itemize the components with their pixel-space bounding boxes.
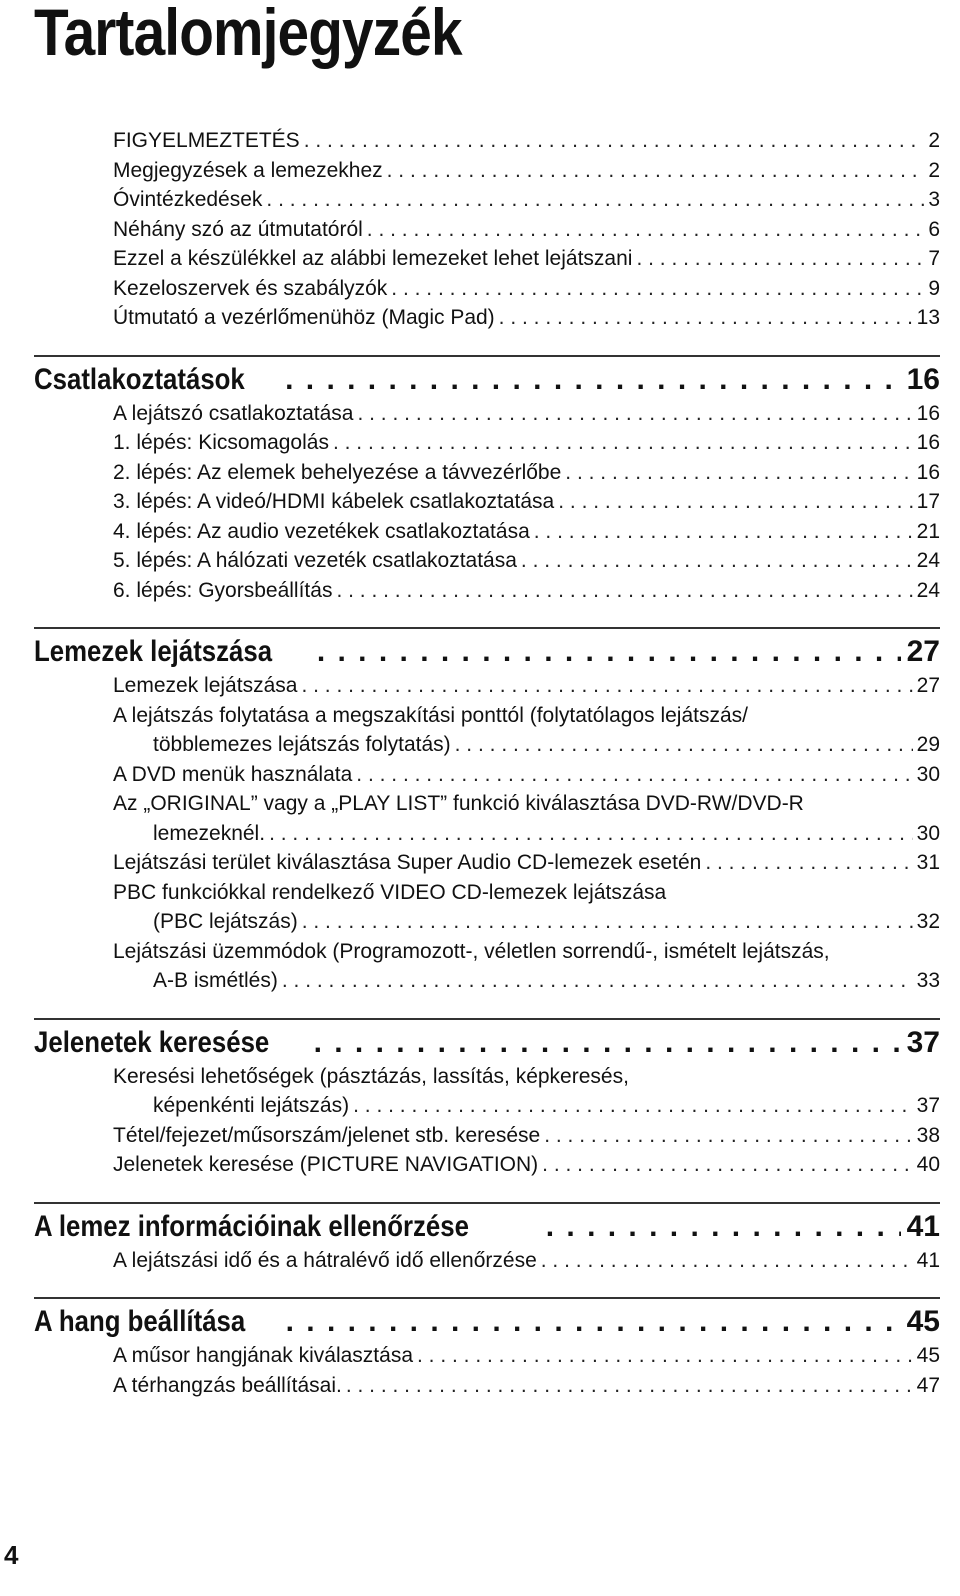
toc-entry-title: lemezeknél.: [153, 821, 266, 845]
toc-entry[interactable]: [113, 1121, 940, 1151]
dot-leader: [544, 1121, 912, 1151]
toc-entry[interactable]: [113, 848, 940, 878]
toc-entry-page: 41: [916, 1248, 940, 1272]
toc-entry[interactable]: [113, 517, 940, 547]
toc-entry-title: A lejátszó csatlakoztatása: [113, 401, 354, 425]
page-number: 4: [4, 1540, 19, 1570]
toc-entry-title: Kezeloszervek és szabályzók: [113, 276, 388, 300]
toc-entry-page: 9: [928, 276, 940, 300]
toc-entry-text: Az „ORIGINAL” vagy a „PLAY LIST” funkció kiválasztása DVD-RW/DVD-R: [113, 792, 804, 815]
toc-entry-page: 16: [916, 460, 940, 484]
toc-entry-page: 31: [916, 851, 940, 874]
toc-entry[interactable]: [113, 576, 940, 606]
toc-entry-title: 6. lépés: Gyorsbeállítás: [113, 578, 333, 602]
toc-entry-page: 40: [916, 1153, 940, 1176]
dot-leader: [285, 361, 901, 399]
dot-leader: [565, 458, 912, 488]
toc-entry[interactable]: [113, 760, 940, 790]
toc-entry-page: 21: [916, 519, 940, 543]
dot-leader: [391, 274, 924, 304]
toc-entry[interactable]: [113, 1371, 940, 1401]
toc-entry[interactable]: [113, 428, 940, 458]
toc-entry[interactable]: [113, 244, 940, 274]
dot-leader: [455, 730, 913, 760]
dot-leader: [546, 1208, 901, 1246]
section-gap: [0, 1180, 960, 1202]
toc-entry-title: Lejátszási terület kiválasztása Super Audio CD-lemezek esetén: [113, 851, 702, 874]
toc-entry-page: 24: [916, 578, 940, 602]
toc-entry-title: Óvintézkedések: [113, 188, 263, 211]
dot-leader: [636, 244, 924, 274]
toc-entry-page: 29: [916, 733, 940, 756]
toc-entry[interactable]: [113, 1341, 940, 1371]
dot-leader: [356, 760, 912, 790]
dot-leader: [367, 215, 925, 245]
toc-entry[interactable]: [113, 399, 940, 429]
dot-leader: [387, 156, 925, 186]
toc-entry-page: 7: [928, 247, 940, 270]
toc-entry[interactable]: [153, 966, 940, 996]
dot-leader: [558, 487, 912, 517]
dot-leader: [282, 966, 913, 996]
toc-entry-page: 30: [916, 762, 940, 786]
section-page: 45: [906, 1305, 940, 1338]
section-heading[interactable]: [34, 355, 940, 399]
toc-entry-title: Jelenetek keresése (PICTURE NAVIGATION): [113, 1153, 539, 1176]
toc-entry-page: 30: [916, 821, 940, 845]
section-heading[interactable]: [34, 1018, 940, 1062]
section-heading[interactable]: [34, 627, 940, 671]
toc-entry-title: 3. lépés: A videó/HDMI kábelek csatlakoztatása: [113, 490, 555, 513]
toc-entry-page: 27: [916, 674, 940, 697]
section-title: Lemezek lejátszása: [34, 635, 273, 668]
toc-entry-title: Ezzel a készülékkel az alábbi lemezeket lehet lejátszani: [113, 247, 633, 270]
toc-entry-title: többlemezes lejátszás folytatás): [153, 733, 451, 756]
toc-entry[interactable]: [113, 156, 940, 186]
section-page: 16: [906, 362, 940, 396]
dot-leader: [336, 576, 912, 606]
toc-entry-title: Megjegyzések a lemezekhez: [113, 158, 383, 182]
toc-entry-title: képenkénti lejátszás): [153, 1094, 350, 1117]
dot-leader: [301, 671, 912, 701]
toc-entry[interactable]: [113, 487, 940, 517]
dot-leader: [534, 517, 913, 547]
section-page: 41: [906, 1209, 940, 1243]
dot-leader: [542, 1150, 912, 1180]
toc-entry-page: 2: [928, 158, 940, 182]
dot-leader: [353, 1091, 913, 1121]
section-gap: [0, 333, 960, 355]
toc-entry[interactable]: [113, 458, 940, 488]
dot-leader: [541, 1246, 913, 1276]
dot-leader: [333, 428, 913, 458]
toc-entry-page: 3: [928, 188, 940, 211]
toc-entry-page: 16: [916, 401, 940, 425]
section-page: 37: [906, 1025, 940, 1059]
toc-entry[interactable]: [113, 215, 940, 245]
dot-leader: [346, 1371, 913, 1401]
toc-entry-page: 6: [928, 217, 940, 241]
toc-entry[interactable]: [153, 907, 940, 937]
toc-entry-title: A térhangzás beállításai.: [113, 1373, 342, 1397]
toc-entry-page: 45: [916, 1344, 940, 1367]
toc-entry-title: 2. lépés: Az elemek behelyezése a távvezérlőbe: [113, 460, 562, 484]
toc-entry-title: A-B ismétlés): [153, 969, 278, 992]
dot-leader: [499, 303, 913, 333]
toc-entry[interactable]: [113, 1246, 940, 1276]
toc-entry[interactable]: [153, 819, 940, 849]
section-title: Csatlakoztatások: [34, 362, 245, 396]
section-title: A hang beállítása: [34, 1305, 246, 1338]
dot-leader: [314, 1024, 901, 1062]
toc-entry-title: Útmutató a vezérlőmenühöz (Magic Pad): [113, 306, 495, 329]
toc-entry-page: 47: [916, 1373, 940, 1397]
toc-entry[interactable]: [113, 274, 940, 304]
toc-entry-page: 13: [916, 306, 940, 329]
dot-leader: [417, 1341, 913, 1371]
toc-entry[interactable]: [153, 730, 940, 760]
toc-entry-page: 16: [916, 431, 940, 454]
section-heading[interactable]: [34, 1202, 940, 1246]
toc-entry[interactable]: [113, 303, 940, 333]
toc-entry[interactable]: [113, 671, 940, 701]
toc-entry-text: A lejátszás folytatása a megszakítási ponttól (folytatólagos lejátszás/: [113, 703, 748, 727]
section-title: A lemez információinak ellenőrzése: [34, 1209, 469, 1243]
toc-entry[interactable]: [113, 1150, 940, 1180]
toc-entry-title: Tétel/fejezet/műsorszám/jelenet stb. keresése: [113, 1123, 541, 1147]
toc-entry-page: 17: [916, 490, 940, 513]
dot-leader: [266, 185, 924, 215]
toc-entry-page: 37: [916, 1094, 940, 1117]
table-of-contents: [0, 126, 960, 1400]
toc-entry-text: Keresési lehetőségek (pásztázás, lassítás, képkeresés,: [113, 1064, 629, 1088]
toc-entry-text: PBC funkciókkal rendelkező VIDEO CD-lemezek lejátszása: [113, 880, 667, 904]
section-heading[interactable]: [34, 1297, 940, 1341]
toc-entry-title: 5. lépés: A hálózati vezeték csatlakoztatása: [113, 549, 517, 572]
dot-leader: [286, 1303, 901, 1341]
toc-entry-title: FIGYELMEZTETÉS: [113, 129, 300, 152]
toc-entry[interactable]: [113, 126, 940, 156]
page-title: Tartalomjegyzék: [34, 0, 462, 69]
dot-leader: [304, 126, 925, 156]
toc-entry-title: A DVD menük használata: [113, 762, 353, 786]
dot-leader: [302, 907, 913, 937]
toc-entry-page: 38: [916, 1123, 940, 1147]
toc-entry-page: 24: [916, 549, 940, 572]
dot-leader: [317, 633, 901, 671]
toc-entry-title: Néhány szó az útmutatóról: [113, 217, 363, 241]
toc-entry[interactable]: [153, 1091, 940, 1121]
toc-entry-title: A műsor hangjának kiválasztása: [113, 1344, 413, 1367]
toc-entry-title: 4. lépés: Az audio vezetékek csatlakoztatása: [113, 519, 530, 543]
toc-entry-title: (PBC lejátszás): [153, 910, 298, 933]
toc-entry-title: 1. lépés: Kicsomagolás: [113, 431, 329, 454]
dot-leader: [269, 819, 913, 849]
toc-entry-page: 32: [916, 910, 940, 933]
toc-entry-text: Lejátszási üzemmódok (Programozott-, véletlen sorrendű-, ismételt lejátszás,: [113, 939, 830, 963]
section-page: 27: [906, 635, 940, 668]
section-gap: [0, 605, 960, 627]
toc-entry-title: A lejátszási idő és a hátralévő idő ellenőrzése: [113, 1248, 537, 1272]
toc-entry[interactable]: [113, 546, 940, 576]
dot-leader: [705, 848, 912, 878]
toc-entry-page: 33: [916, 969, 940, 992]
toc-entry[interactable]: [113, 185, 940, 215]
section-gap: [0, 996, 960, 1018]
section-title: Jelenetek keresése: [34, 1025, 270, 1059]
section-gap: [0, 1275, 960, 1297]
toc-entry-page: 2: [928, 129, 940, 152]
toc-entry-title: Lemezek lejátszása: [113, 674, 298, 697]
dot-leader: [357, 399, 912, 429]
dot-leader: [521, 546, 913, 576]
